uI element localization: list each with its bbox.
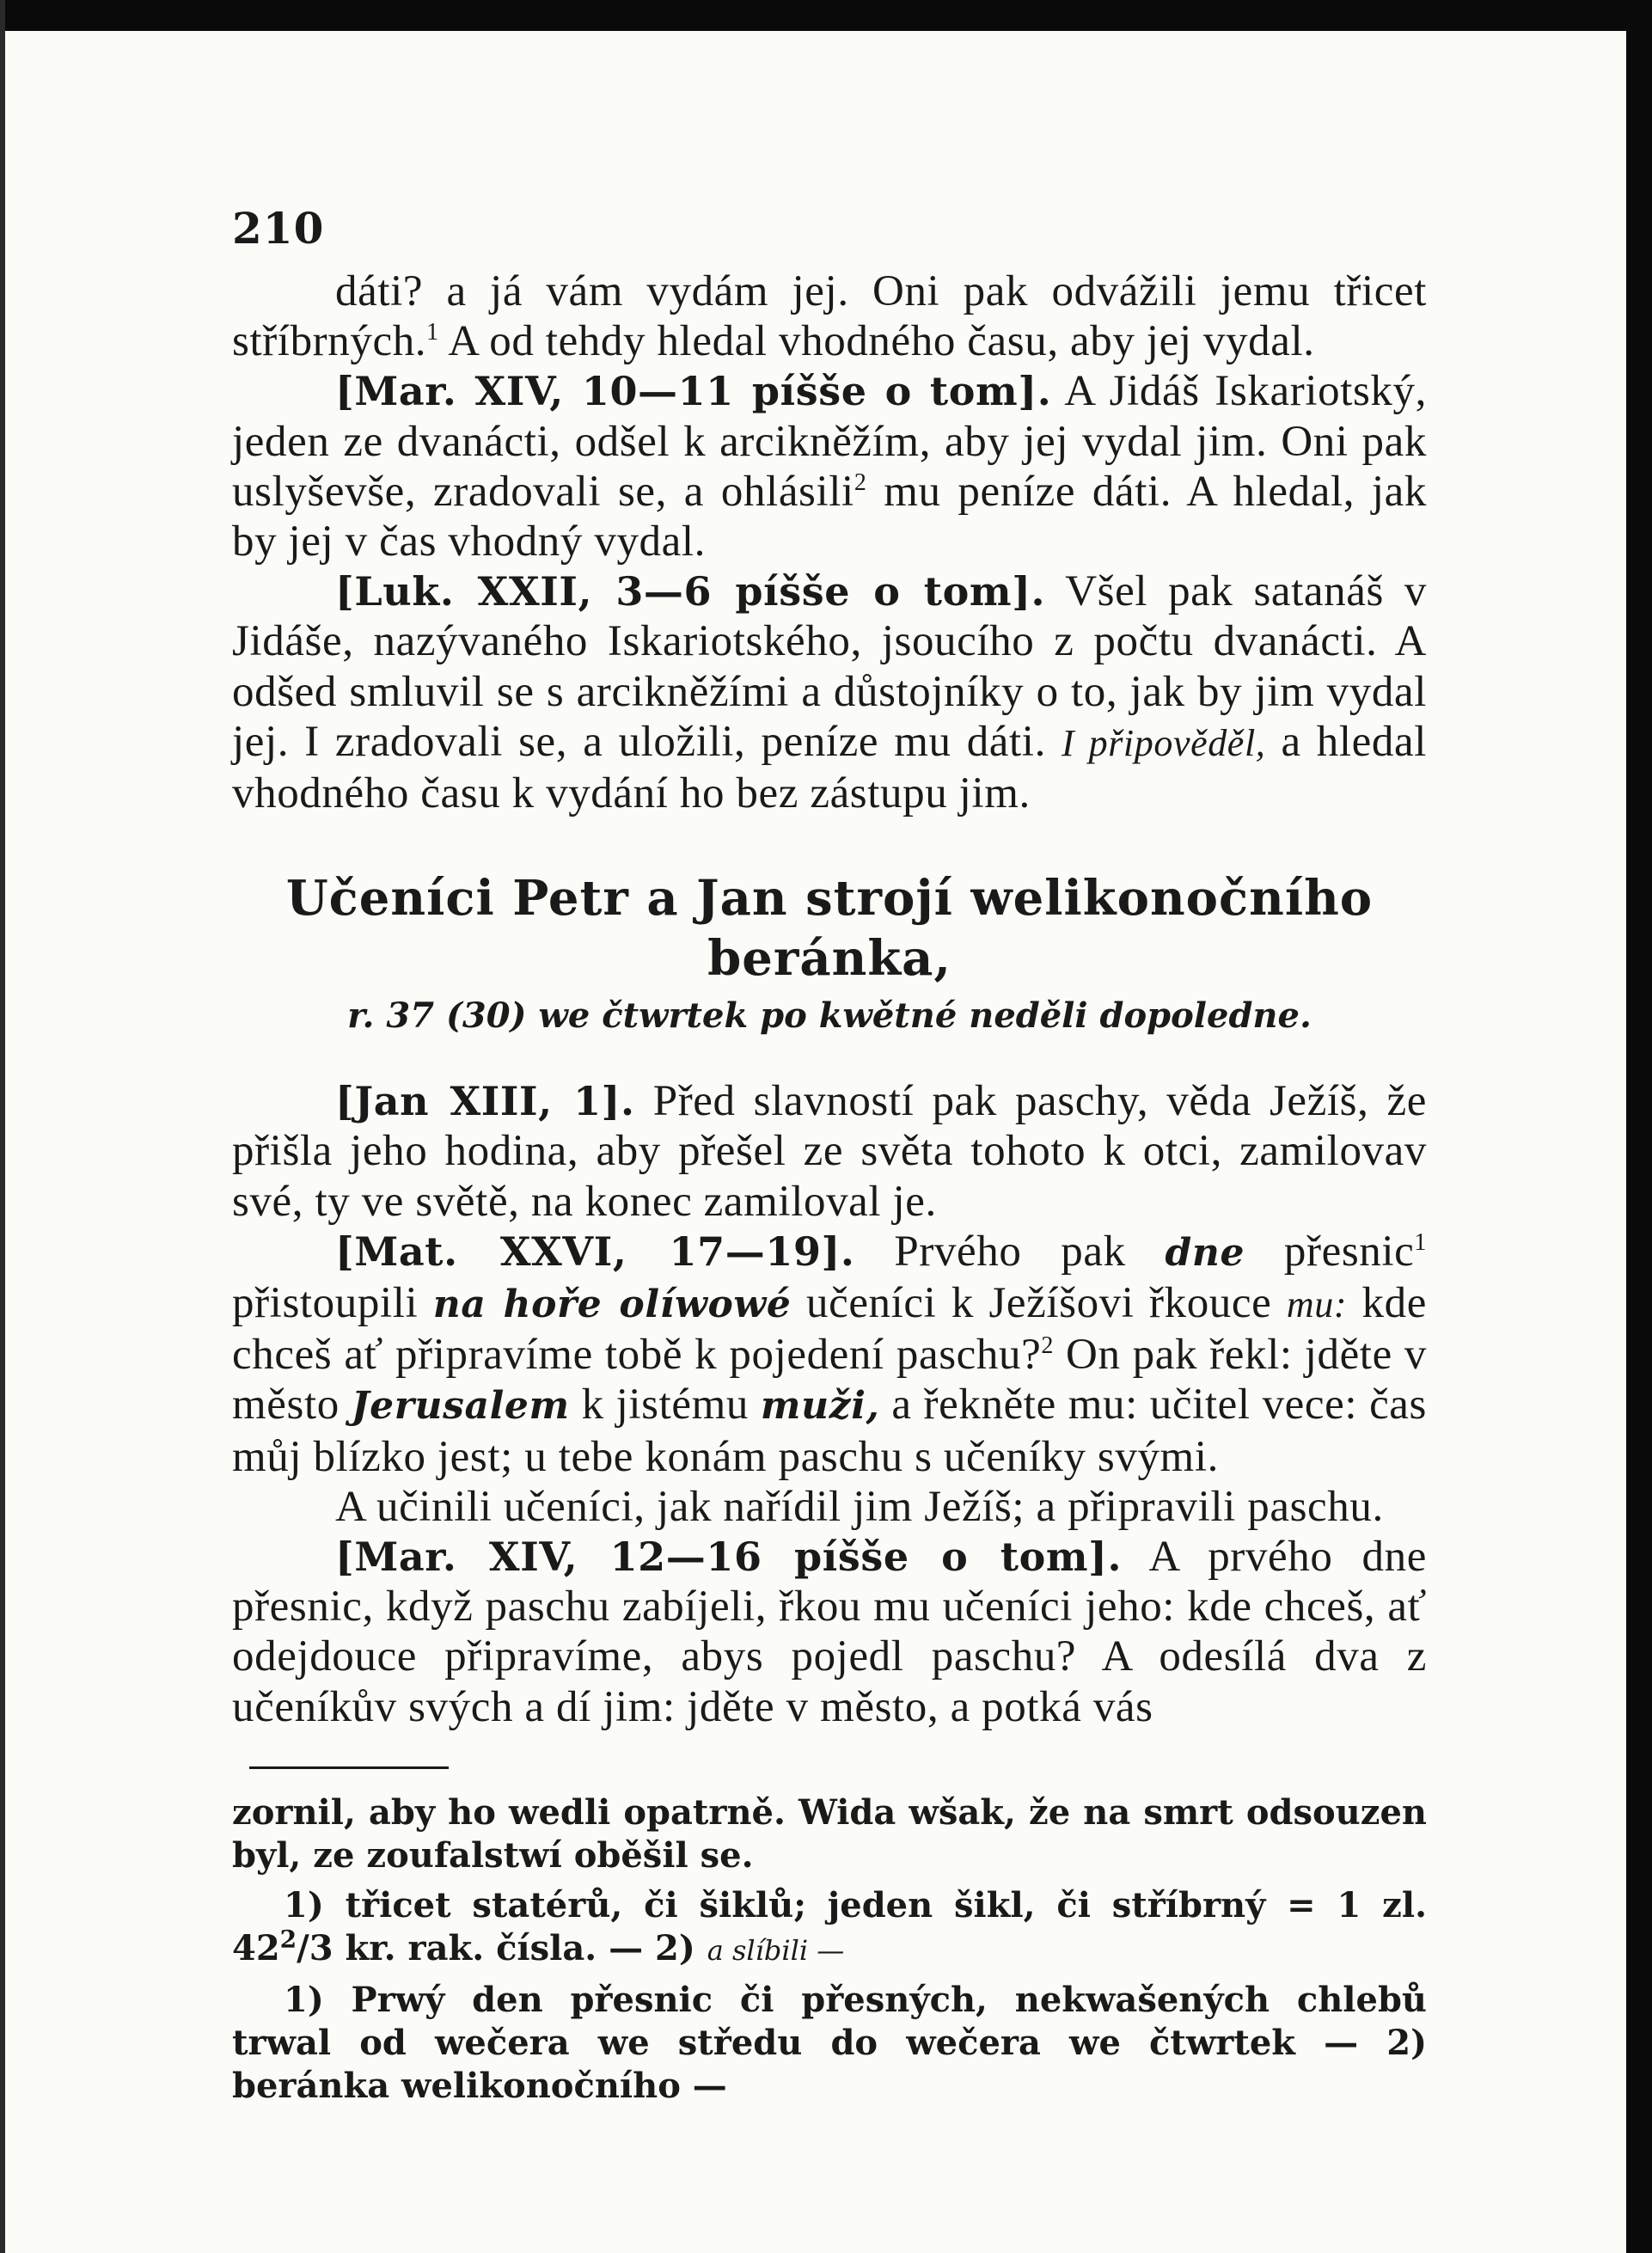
bottom-paragraph: [232, 1076, 1427, 1227]
footnote-italic: a slíbili —: [707, 1933, 845, 1967]
bottom-paragraph: [232, 1482, 1427, 1532]
section-heading: Učeníci Petr a Jan strojí welikonočního beránka,: [285, 870, 1374, 988]
italic-run: mu:: [1286, 1283, 1348, 1326]
footnote: [232, 1884, 1427, 1972]
footnotes: [232, 1791, 1427, 2108]
blackletter-run: Jerusalem: [351, 1384, 570, 1429]
text-run: učeníci k Ježíšovi řkouce: [791, 1279, 1287, 1328]
scripture-reference: [Mar. XIV, 12—16 píšše o tom].: [335, 1534, 1123, 1581]
text-run: A od tehdy hledal vhodného času, aby jej vydal.: [438, 317, 1315, 366]
footnote-text: 1) třicet statérů, či šiklů; jeden šikl, či stříbrný = 1 zl. 42: [232, 1884, 1427, 1968]
text-run: a řekněte mu: učitel vece: čas můj blízko jest; u tebe konám paschu s učeníky svými.: [232, 1381, 1427, 1481]
footnote-marker: 2: [854, 468, 867, 496]
text-run: přesnic: [1245, 1227, 1415, 1276]
scripture-reference: [Luk. XXII, 3—6 píšše o tom].: [335, 568, 1046, 615]
text-run: On pak řekl: jděte v město: [232, 1331, 1428, 1430]
italic-run: I připověděl,: [1062, 721, 1266, 764]
blackletter-run: na hoře olíwowé: [432, 1283, 792, 1327]
footnote-text: 1) Prwý den přesnic či přesných, nekwašených chlebů trwal od wečera we středu do wečera we čtwrtek — 2) beránka welikonočního —: [232, 1979, 1427, 2106]
footnote-text: zornil, aby ho wedli opatrně.: [232, 1791, 799, 1833]
blackletter-run: dne: [1165, 1230, 1245, 1275]
text-run: a hledal vhodného času k vydání ho bez zástupu jim.: [232, 717, 1427, 818]
footnote-text: Wida wšak, že na smrt odsouzen byl, ze zoufalstwí oběšil se.: [232, 1791, 1427, 1876]
footnote-marker: 1: [426, 319, 439, 346]
footnote-rule: [249, 1766, 449, 1769]
text-run: Všel pak satanáš v Jidáše, nazývaného Iskariotského, jsoucího z počtu dvanácti. A odšed smluvil se s arcikněžími a důstojníky o to, jak by jim vydal jej. I zradovali se, a uložili, peníze mu dáti.: [232, 567, 1428, 766]
scan-border-right: [1626, 0, 1652, 2253]
top-paragraph: [232, 566, 1427, 818]
fraction-denominator: 3: [309, 1927, 333, 1968]
bottom-paragraph: [232, 1227, 1427, 1482]
top-paragraph: [232, 266, 1427, 366]
footnote-text: kr. rak. čísla. — 2): [333, 1927, 707, 1968]
top-paragraphs: [232, 266, 1427, 818]
footnote-marker: 1: [1414, 1228, 1427, 1256]
scripture-reference: [Mar. XIV, 10—11 píšše o tom].: [335, 368, 1052, 415]
footnote: [232, 1979, 1427, 2108]
scripture-reference: [Mat. XXVI, 17—19].: [335, 1228, 855, 1275]
scan-border-left: [0, 0, 5, 2253]
footnote-marker: 2: [1041, 1332, 1054, 1360]
bottom-paragraph: [232, 1532, 1427, 1732]
text-run: Před slavností pak paschy, věda Ježíš, že přišla jeho hodina, aby přešel ze světa tohoto k otci, zamilovav své, ty ve světě, na konec zamiloval je.: [232, 1077, 1427, 1226]
page-number: 210: [232, 203, 325, 254]
bottom-paragraphs: [232, 1076, 1427, 1732]
fraction-numerator: 2: [279, 1925, 297, 1954]
text-run: A učinili učeníci, jak nařídil jim Ježíš; a připravili paschu.: [335, 1482, 1384, 1531]
footnote-text: /: [297, 1927, 309, 1968]
text-run: kde chceš ať připravíme tobě k pojedení paschu?: [232, 1279, 1427, 1380]
top-paragraph: [232, 366, 1427, 566]
text-run: k jistému: [569, 1381, 761, 1430]
text-run: A Jidáš Iskariotský, jeden ze dvanácti, odšel k arcikněžím, aby jej vydal jim. Oni pak uslyševše, zradovali se, a ohlásili: [232, 367, 1427, 516]
scan-border-top: [0, 0, 1652, 31]
text-block: [232, 203, 1427, 2115]
text-run: A prvého dne přesnic, když paschu zabíjeli, řkou mu učeníci jeho: kde chceš, ať odejdouce připravíme, abys pojedl paschu? A odesílá dva z učeníkův svých a dí jim: jděte v město, a potká vás: [232, 1533, 1427, 1731]
text-run: mu peníze dáti. A hledal, jak by jej v čas vhodný vydal.: [232, 467, 1428, 566]
blackletter-run: muži,: [760, 1384, 880, 1429]
section-subheading: r. 37 (30) we čtwrtek po kwětné neděli dopoledne.: [347, 995, 1312, 1037]
text-run: přistoupili: [232, 1279, 433, 1328]
text-run: Prvého pak: [854, 1227, 1166, 1276]
text-run: dáti? a já vám vydám jej. Oni pak odvážili jemu třicet stříbrných.: [232, 267, 1427, 366]
scripture-reference: [Jan XIII, 1].: [335, 1078, 635, 1125]
footnote: [232, 1791, 1427, 1877]
